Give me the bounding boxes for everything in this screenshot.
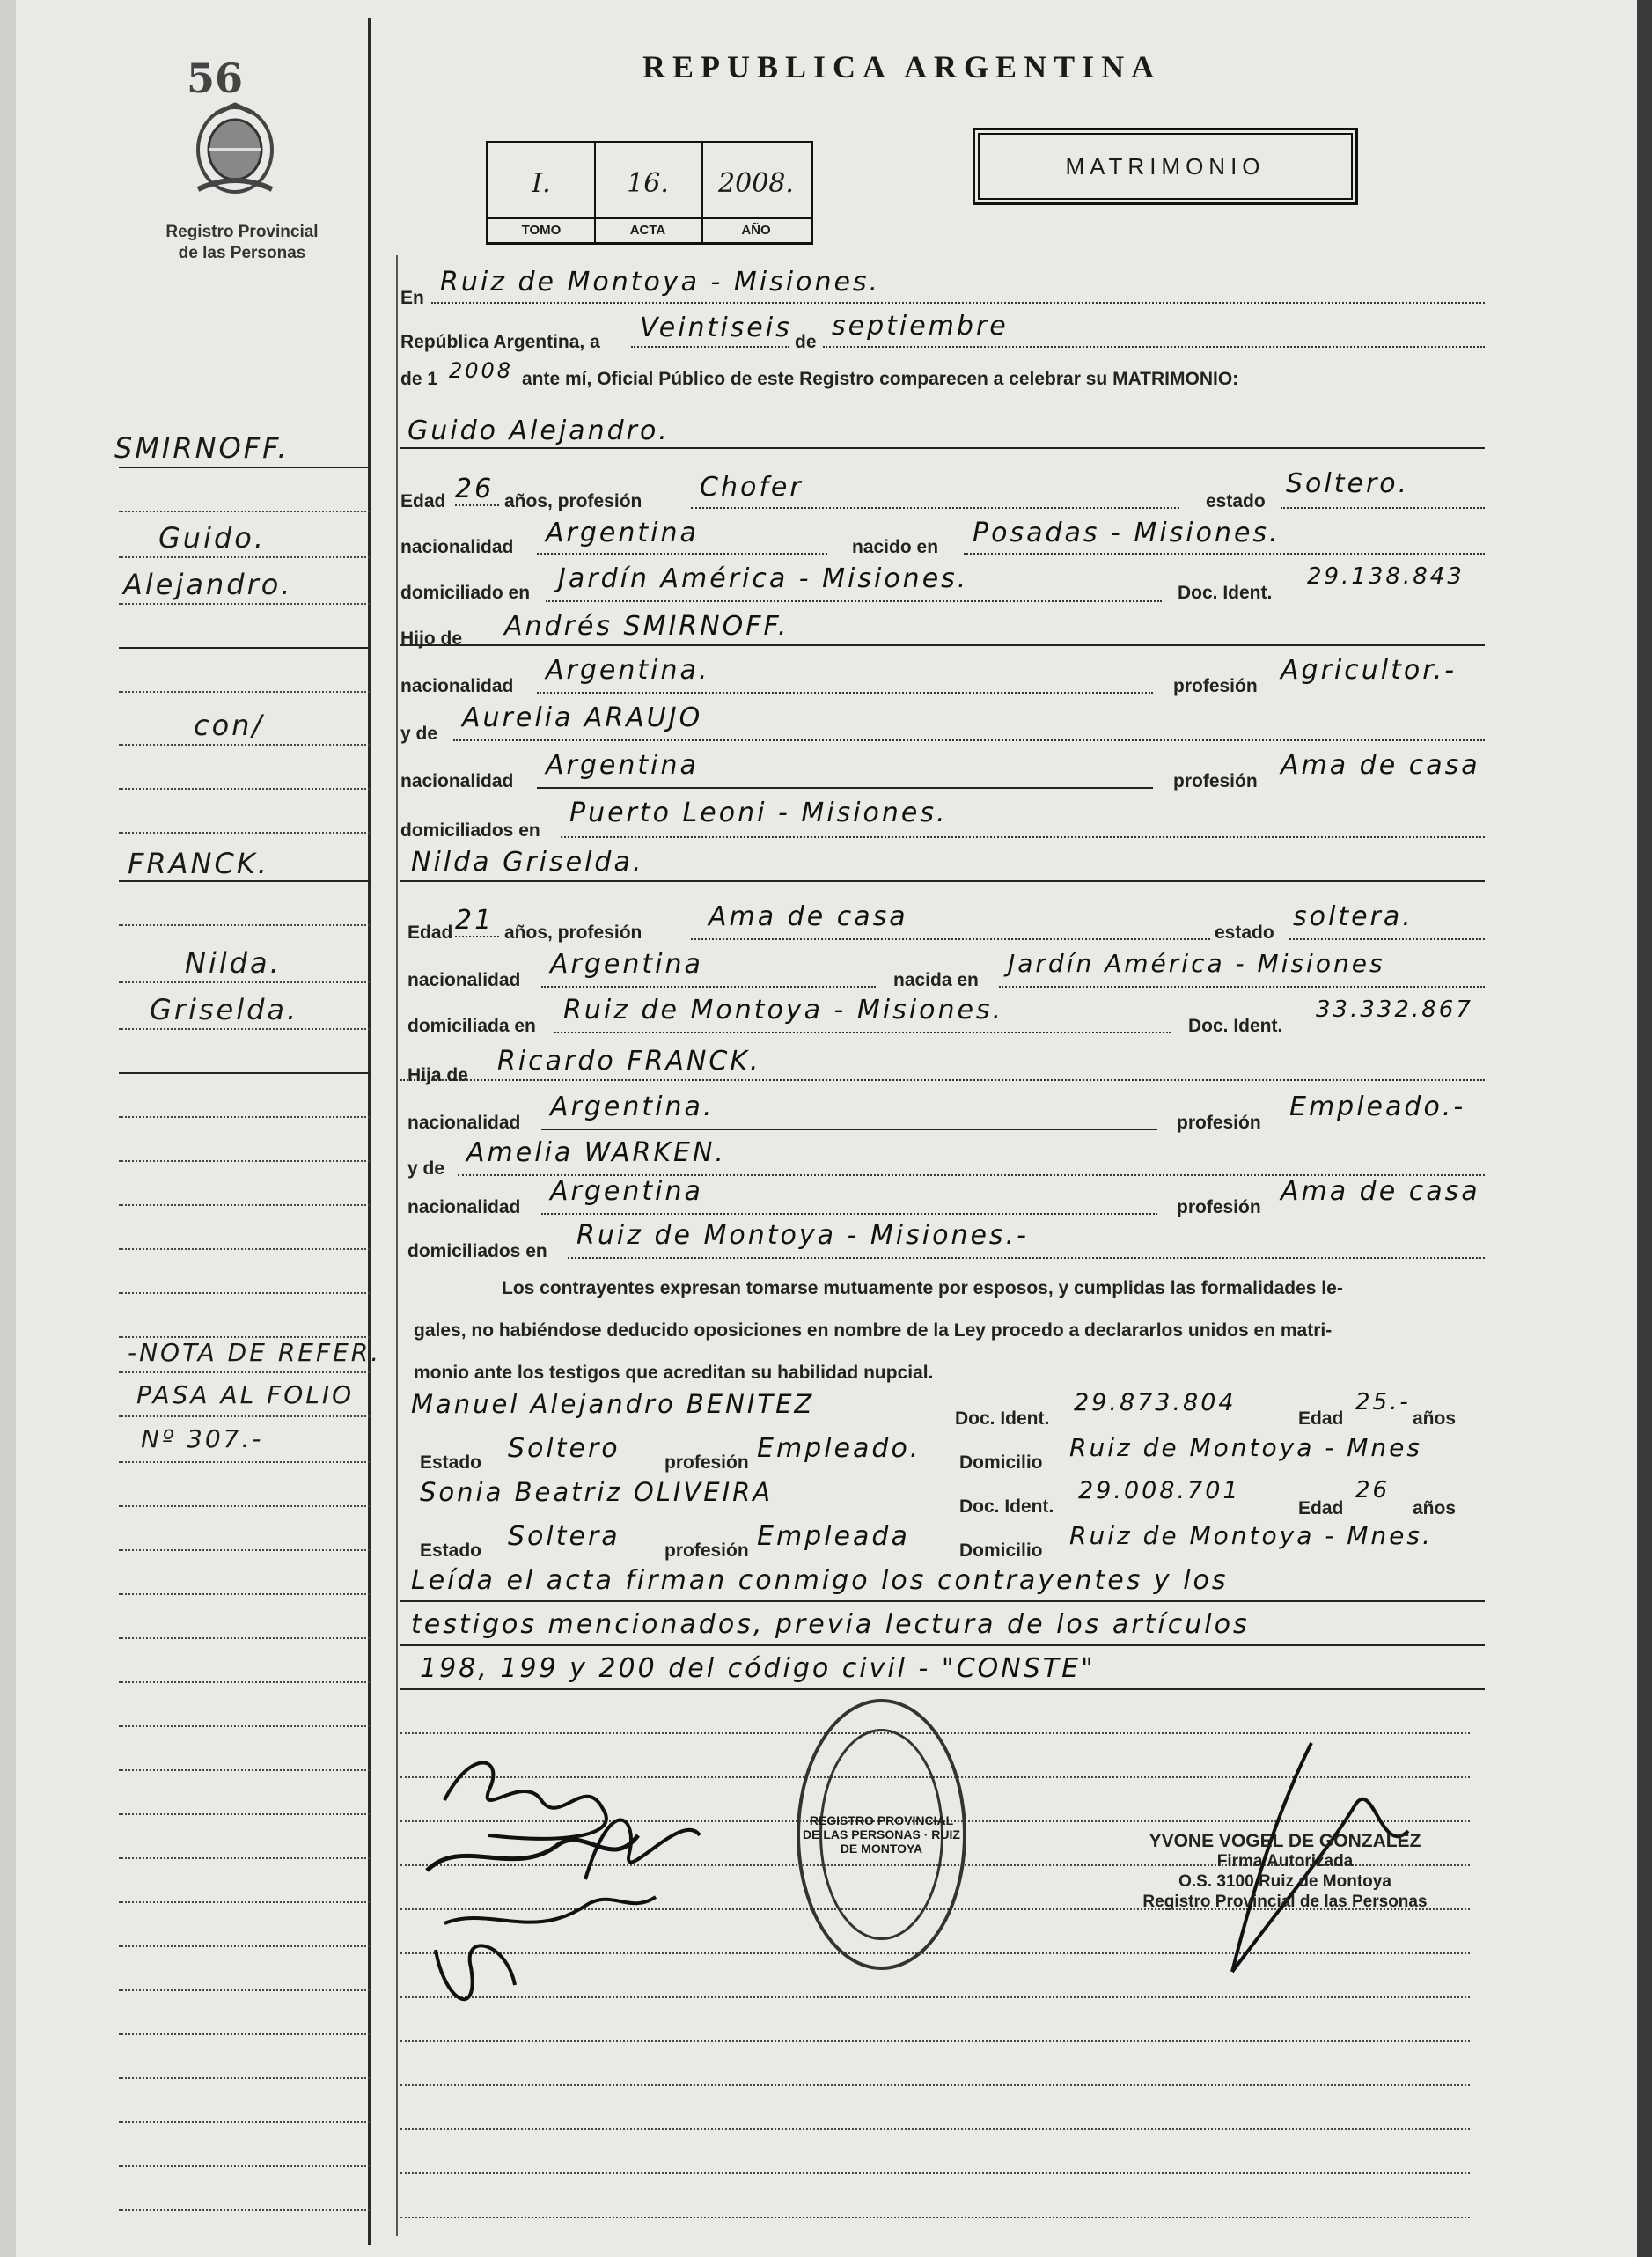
- witness-1-doc: 29.873.804: [1074, 1389, 1237, 1416]
- margin-note: PASA AL FOLIO: [136, 1380, 355, 1409]
- margin-line: [119, 1901, 370, 1903]
- bride-parents-domicile-line: [568, 1220, 1485, 1259]
- registry-name: [132, 222, 352, 264]
- closing-text: 198, 199 y 200 del código civil - "CONSTE": [420, 1653, 1096, 1684]
- edad-label: Edad: [407, 923, 453, 943]
- ruled-line: [400, 2040, 1470, 2042]
- margin-line: [119, 2165, 370, 2167]
- margin-line: [119, 1593, 370, 1595]
- bride-name-line: [400, 845, 1485, 882]
- margin-bride-name: Nilda.: [185, 946, 282, 980]
- nacionalidad-label: nacionalidad: [400, 676, 514, 696]
- margin-line: [119, 647, 370, 649]
- official-seal: [797, 1699, 966, 1970]
- anos-label: años: [1413, 1498, 1457, 1518]
- signer-registry: Registro Provincial de las Personas: [1142, 1893, 1428, 1911]
- closing-text: testigos mencionados, previa lectura de los artículos: [411, 1609, 1250, 1640]
- month-line: [823, 311, 1485, 348]
- domicilio-label: Domicilio: [959, 1452, 1043, 1473]
- groom-domicile: Jardín América - Misiones.: [558, 563, 969, 594]
- margin-line: [119, 1072, 370, 1074]
- profesion-label: profesión: [1177, 1113, 1261, 1133]
- signer-name: YVONE VOGEL DE GONZALEZ: [1149, 1831, 1421, 1851]
- margin-line: [119, 1989, 370, 1991]
- profesion-label: profesión: [664, 1540, 749, 1561]
- hija-label: Hija de: [407, 1065, 468, 1085]
- nacionalidad-label: nacionalidad: [400, 771, 514, 791]
- groom-mother-row: [400, 702, 1485, 744]
- bride-father: Ricardo FRANCK.: [497, 1046, 761, 1077]
- groom-nationality: Argentina: [546, 518, 699, 548]
- witness-2-details-row: [400, 1521, 1485, 1561]
- margin-groom-name: Guido.: [158, 521, 267, 555]
- bride-domicile-row: [400, 995, 1485, 1036]
- witness-1-details-row: [400, 1433, 1485, 1473]
- margin-note: Nº 307.-: [141, 1424, 264, 1453]
- doc-ident-label: Doc. Ident.: [1188, 1016, 1283, 1036]
- republica-label: República Argentina, a: [400, 332, 600, 352]
- declaration-paragraph: [414, 1268, 1470, 1394]
- ruled-line: [400, 2128, 1470, 2130]
- groom-age: 26: [455, 474, 499, 506]
- bride-age: 21: [455, 905, 499, 937]
- nacido-label: nacido en: [852, 537, 939, 557]
- intro-year-row: [400, 357, 1485, 392]
- doc-ident-label: Doc. Ident.: [959, 1496, 1054, 1517]
- parents-domicile-line: [561, 798, 1485, 838]
- en-label: En: [400, 288, 424, 308]
- domiciliada-label: domiciliada en: [407, 1016, 536, 1036]
- ano-label: AÑO: [701, 217, 811, 242]
- signatures: [409, 1739, 744, 2033]
- margin-line: [119, 511, 370, 512]
- margin-line: [119, 744, 370, 746]
- profesion-label: profesión: [1177, 1197, 1261, 1217]
- margin-line: [119, 1681, 370, 1683]
- year-prefix: de 1: [400, 369, 438, 389]
- bride-nationality-row: [400, 949, 1485, 990]
- margin-con: con/: [194, 709, 265, 742]
- witness-1-domicile: Ruiz de Montoya - Mnes: [1069, 1433, 1422, 1462]
- bride-mother-nationality: Argentina: [550, 1176, 703, 1207]
- margin-line: [119, 1637, 370, 1639]
- bride-mother-row: [400, 1137, 1485, 1179]
- nacionalidad-label: nacionalidad: [407, 1197, 521, 1217]
- place-value: Ruiz de Montoya - Misiones.: [440, 267, 881, 298]
- place-line: [431, 268, 1485, 304]
- tomo-cell: [488, 143, 596, 242]
- margin-line: [119, 832, 370, 834]
- bride-mother-profession: Ama de casa: [1281, 1176, 1480, 1207]
- de-label: de: [795, 332, 817, 352]
- ruled-line: [400, 2172, 1470, 2174]
- margin-line: [119, 1505, 370, 1507]
- groom-father: Andrés SMIRNOFF.: [504, 611, 789, 642]
- bride-nationality-line: [541, 949, 876, 988]
- margin-line: [119, 1248, 370, 1250]
- nacionalidad-label: nacionalidad: [407, 970, 521, 990]
- bride-father-row: [400, 1044, 1485, 1085]
- page-number: 56: [187, 55, 244, 102]
- registry-line: de las Personas: [178, 244, 306, 262]
- estado-label: estado: [1206, 491, 1266, 511]
- domiciliados-label: domiciliados en: [400, 820, 540, 841]
- father-nationality-line: [537, 655, 1153, 694]
- signer-title: Firma Autorizada: [1216, 1852, 1354, 1871]
- acta-value: 16.: [627, 168, 669, 199]
- bride-mother-line: [458, 1137, 1485, 1176]
- groom-age-row: [400, 468, 1485, 511]
- margin-line: [119, 1725, 370, 1727]
- record-type-box: MATRIMONIO: [973, 128, 1358, 205]
- groom-parents-domicile-row: [400, 798, 1485, 841]
- bride-birthplace-line: [999, 949, 1485, 988]
- country-title: REPUBLICA ARGENTINA: [642, 49, 1162, 85]
- bride-mother-nat-row: [400, 1176, 1485, 1217]
- mother-nationality-line: [537, 750, 1153, 789]
- body-divider: [396, 255, 398, 2236]
- margin-line: [119, 1769, 370, 1771]
- estado-line: [1281, 468, 1485, 509]
- groom-father-profession: Agricultor.-: [1281, 655, 1457, 686]
- margin-line: [119, 2033, 370, 2035]
- bride-father-nationality-line: [541, 1092, 1157, 1130]
- witness-1-row: [400, 1389, 1485, 1429]
- tomo-label: TOMO: [488, 217, 594, 242]
- groom-mother-nationality: Argentina: [546, 750, 699, 781]
- witness-1-name: Manuel Alejandro BENITEZ: [411, 1389, 815, 1419]
- domicile-line: [546, 563, 1162, 602]
- ano-cell: [701, 143, 811, 242]
- witness-2-estado: Soltera: [508, 1521, 620, 1552]
- birthplace-line: [964, 518, 1485, 555]
- anos-label: años: [1413, 1408, 1457, 1429]
- month-value: septiembre: [832, 311, 1009, 342]
- domiciliado-label: domiciliado en: [400, 583, 531, 603]
- page-edge: [0, 0, 16, 2257]
- margin-line: [119, 1028, 370, 1030]
- groom-father-nationality: Argentina.: [546, 655, 710, 686]
- tomo-value: I.: [532, 168, 551, 199]
- bride-name: Nilda Griselda.: [411, 847, 644, 878]
- nationality-line: [537, 518, 827, 555]
- margin-line: [119, 1461, 370, 1463]
- groom-doc: 29.138.843: [1307, 563, 1465, 590]
- margin-line: [119, 788, 370, 790]
- margin-line: [119, 1292, 370, 1294]
- profesion-label: profesión: [1173, 771, 1258, 791]
- coat-of-arms-icon: [180, 101, 290, 207]
- closing-text: Leída el acta firman conmigo los contrayentes y los: [411, 1565, 1229, 1596]
- groom-parents-domicile: Puerto Leoni - Misiones.: [569, 798, 948, 828]
- margin-line: [119, 981, 370, 983]
- profession-line: [691, 468, 1179, 509]
- y-de-label: y de: [400, 724, 438, 744]
- witness-2-doc: 29.008.701: [1078, 1477, 1241, 1504]
- bride-birthplace: Jardín América - Misiones: [1008, 949, 1385, 978]
- profesion-label: profesión: [1173, 676, 1258, 696]
- margin-line: [119, 603, 370, 605]
- margin-line: [119, 1813, 370, 1815]
- witness-2-domicile: Ruiz de Montoya - Mnes.: [1069, 1521, 1433, 1550]
- closing-line-2: [400, 1609, 1485, 1646]
- acta-cell: [594, 143, 703, 242]
- margin-line: [119, 1549, 370, 1551]
- tomo-acta-ano-box: [486, 141, 813, 245]
- witness-2-name: Sonia Beatriz OLIVEIRA: [420, 1477, 774, 1507]
- margin-line: [119, 2077, 370, 2079]
- groom-mother-nat-row: [400, 750, 1485, 791]
- nacida-label: nacida en: [893, 970, 979, 990]
- estado-label: Estado: [420, 1452, 482, 1473]
- margin-line: [119, 1945, 370, 1947]
- ano-value: 2008.: [718, 168, 794, 199]
- intro-date-row: [400, 311, 1485, 352]
- witness-1-age: 25.-: [1355, 1389, 1411, 1415]
- witness-2-age: 26: [1355, 1477, 1391, 1503]
- bride-father-nationality: Argentina.: [550, 1092, 715, 1122]
- edad-label: Edad: [1298, 1408, 1344, 1429]
- day-value: Veintiseis: [640, 312, 792, 343]
- intro-place-row: [400, 267, 1485, 308]
- groom-nationality-row: [400, 518, 1485, 557]
- groom-birthplace: Posadas - Misiones.: [973, 518, 1281, 548]
- margin-line: [119, 1116, 370, 1118]
- bride-parents-domicile-row: [400, 1220, 1485, 1261]
- witness-2-profession: Empleada: [757, 1521, 910, 1552]
- registry-line: Registro Provincial: [165, 223, 319, 241]
- margin-groom-name: Alejandro.: [123, 568, 293, 601]
- bride-domicile: Ruiz de Montoya - Misiones.: [563, 995, 1004, 1026]
- nacionalidad-label: nacionalidad: [400, 537, 514, 557]
- groom-father-nat-row: [400, 655, 1485, 696]
- margin-line: [119, 1857, 370, 1859]
- margin-line: [119, 556, 370, 558]
- estado-label: Estado: [420, 1540, 482, 1561]
- estado-label: estado: [1215, 923, 1274, 943]
- ruled-line: [400, 2217, 1470, 2218]
- nacionalidad-label: nacionalidad: [407, 1113, 521, 1133]
- groom-mother-profession: Ama de casa: [1281, 750, 1480, 781]
- groom-name: Guido Alejandro.: [407, 415, 670, 446]
- ruled-line: [400, 2084, 1470, 2086]
- acta-label: ACTA: [594, 217, 701, 242]
- mother-line: [453, 702, 1485, 741]
- margin-line: [119, 880, 370, 882]
- bride-estado-line: [1289, 901, 1485, 940]
- doc-ident-label: Doc. Ident.: [1178, 583, 1273, 603]
- declaration-line: Los contrayentes expresan tomarse mutuamente por esposos, y cumplidas las formalidades le-: [502, 1278, 1343, 1298]
- margin-line: [119, 2121, 370, 2123]
- margin-line: [119, 1371, 370, 1373]
- groom-mother: Aurelia ARAUJO: [462, 702, 703, 733]
- margin-line: [119, 2209, 370, 2211]
- domiciliados-label: domiciliados en: [407, 1241, 547, 1261]
- bride-parents-domicile: Ruiz de Montoya - Misiones.-: [576, 1220, 1029, 1251]
- signer-block: [1100, 1831, 1470, 1912]
- margin-bride-name: Griselda.: [150, 993, 299, 1026]
- margin-line: [119, 691, 370, 693]
- hijo-label: Hijo de: [400, 629, 463, 649]
- doc-ident-label: Doc. Ident.: [955, 1408, 1050, 1429]
- groom-profession: Chofer: [700, 472, 804, 503]
- bride-domicile-line: [554, 995, 1171, 1033]
- witness-1-estado: Soltero: [508, 1433, 620, 1464]
- profesion-label: profesión: [664, 1452, 749, 1473]
- year-suffix: ante mí, Oficial Público de este Registro comparecen a celebrar su MATRIMONIO:: [522, 369, 1239, 389]
- declaration-line: monio ante los testigos que acreditan su habilidad nupcial.: [414, 1363, 934, 1383]
- edad-label: Edad: [1298, 1498, 1344, 1518]
- domicilio-label: Domicilio: [959, 1540, 1043, 1561]
- closing-line-1: [400, 1565, 1485, 1602]
- bride-nationality: Argentina: [550, 949, 703, 980]
- groom-domicile-row: [400, 563, 1485, 603]
- seal-text: REGISTRO PROVINCIAL DE LAS PERSONAS · RUIZ DE MONTOYA: [803, 1813, 960, 1856]
- groom-name-line: [400, 412, 1485, 449]
- bride-mother-nationality-line: [541, 1176, 1157, 1215]
- witness-1-profession: Empleado.: [757, 1433, 921, 1464]
- closing-line-3: [400, 1653, 1485, 1690]
- anos-label: años, profesión: [504, 923, 642, 943]
- declaration-line: gales, no habiéndose deducido oposiciones en nombre de la Ley procedo a declararlos unidos en matri-: [414, 1320, 1333, 1341]
- margin-line: [119, 924, 370, 926]
- margin-divider: [368, 18, 371, 2245]
- margin-groom-surname: SMIRNOFF.: [114, 431, 290, 465]
- day-line: [631, 312, 792, 348]
- y-de-label: y de: [407, 1158, 445, 1179]
- margin-line: [119, 1160, 370, 1162]
- bride-age-row: [400, 901, 1485, 943]
- bride-profession-line: [691, 901, 1210, 940]
- margin-bride-surname: FRANCK.: [128, 847, 269, 880]
- year-value: 2008: [449, 358, 514, 383]
- witness-2-row: [400, 1477, 1485, 1518]
- bride-father-nat-row: [400, 1092, 1485, 1133]
- groom-father-row: [400, 609, 1485, 649]
- margin-note: -NOTA DE REFER.: [128, 1338, 382, 1367]
- margin-line: [119, 1204, 370, 1206]
- bride-estado: soltera.: [1293, 901, 1413, 932]
- edad-label: Edad: [400, 491, 446, 511]
- groom-estado: Soltero.: [1286, 468, 1410, 499]
- bride-doc: 33.332.867: [1316, 996, 1473, 1023]
- bride-profession: Ama de casa: [709, 901, 908, 932]
- signer-office: O.S. 3100 Ruiz de Montoya: [1178, 1872, 1391, 1891]
- bride-mother: Amelia WARKEN.: [466, 1137, 726, 1168]
- bride-father-profession: Empleado.-: [1289, 1092, 1466, 1122]
- margin-line: [119, 467, 370, 468]
- anos-label: años, profesión: [504, 491, 642, 511]
- margin-line: [119, 1415, 370, 1417]
